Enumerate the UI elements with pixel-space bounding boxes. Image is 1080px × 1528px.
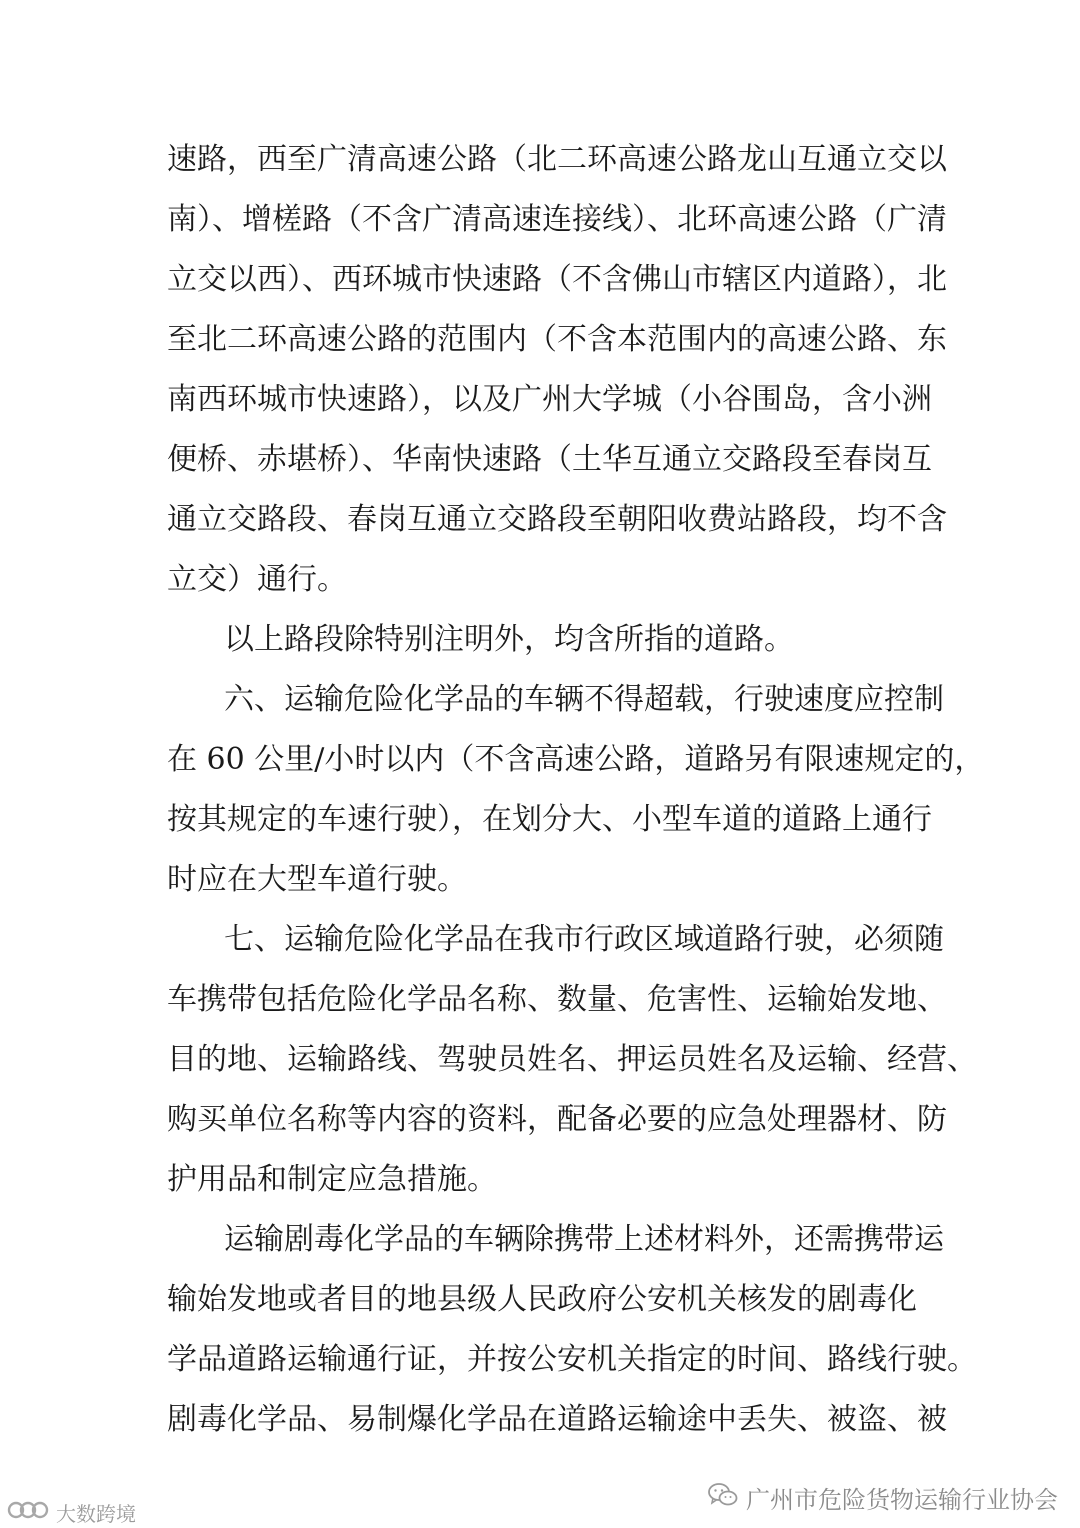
paragraph-line: 立交）通行。 bbox=[167, 562, 347, 597]
paragraph-line: 六、运输危险化学品的车辆不得超载，行驶速度应控制 bbox=[224, 682, 944, 717]
paragraph-line: 至北二环高速公路的范围内（不含本范围内的高速公路、东 bbox=[167, 322, 947, 357]
paragraph-line: 南西环城市快速路），以及广州大学城（小谷围岛，含小洲 bbox=[167, 382, 932, 417]
paragraph-line: 时应在大型车道行驶。 bbox=[167, 862, 467, 897]
paragraph-line: 按其规定的车速行驶），在划分大、小型车道的道路上通行 bbox=[167, 802, 932, 837]
wechat-icon bbox=[708, 1482, 738, 1514]
paragraph-line: 购买单位名称等内容的资料，配备必要的应急处理器材、防 bbox=[167, 1102, 947, 1137]
paragraph-line: 输始发地或者目的地县级人民政府公安机关核发的剧毒化 bbox=[167, 1282, 917, 1317]
paragraph-line: 目的地、运输路线、驾驶员姓名、押运员姓名及运输、经营、 bbox=[167, 1042, 977, 1077]
paragraph-line: 运输剧毒化学品的车辆除携带上述材料外，还需携带运 bbox=[224, 1222, 944, 1257]
paragraph-line: 学品道路运输通行证，并按公安机关指定的时间、路线行驶。 bbox=[167, 1342, 977, 1377]
paragraph-line: 在 60 公里/小时以内（不含高速公路，道路另有限速规定的， bbox=[167, 742, 985, 777]
wechat-watermark bbox=[708, 1480, 1058, 1515]
paragraph-line: 七、运输危险化学品在我市行政区域道路行驶，必须随 bbox=[224, 922, 944, 957]
brand-logo-icon bbox=[6, 1499, 50, 1526]
paragraph-line: 便桥、赤堪桥）、华南快速路（土华互通立交路段至春岗互 bbox=[167, 442, 932, 477]
watermark-text: 广州市危险货物运输行业协会 bbox=[746, 1486, 1058, 1514]
paragraph-line: 速路，西至广清高速公路（北二环高速公路龙山互通立交以 bbox=[167, 142, 947, 177]
paragraph-line: 以上路段除特别注明外，均含所指的道路。 bbox=[224, 622, 794, 657]
paragraph-line: 剧毒化学品、易制爆化学品在道路运输途中丢失、被盗、被 bbox=[167, 1402, 947, 1437]
watermark-text: 大数跨境 bbox=[56, 1502, 136, 1526]
paragraph-line: 南）、增槎路（不含广清高速连接线）、北环高速公路（广清 bbox=[167, 202, 947, 237]
paragraph-line: 立交以西）、西环城市快速路（不含佛山市辖区内道路），北 bbox=[167, 262, 947, 297]
paragraph-line: 护用品和制定应急措施。 bbox=[167, 1162, 497, 1197]
paragraph-line: 通立交路段、春岗互通立交路段至朝阳收费站路段，均不含 bbox=[167, 502, 947, 537]
brand-watermark bbox=[6, 1498, 136, 1527]
paragraph-line: 车携带包括危险化学品名称、数量、危害性、运输始发地、 bbox=[167, 982, 947, 1017]
